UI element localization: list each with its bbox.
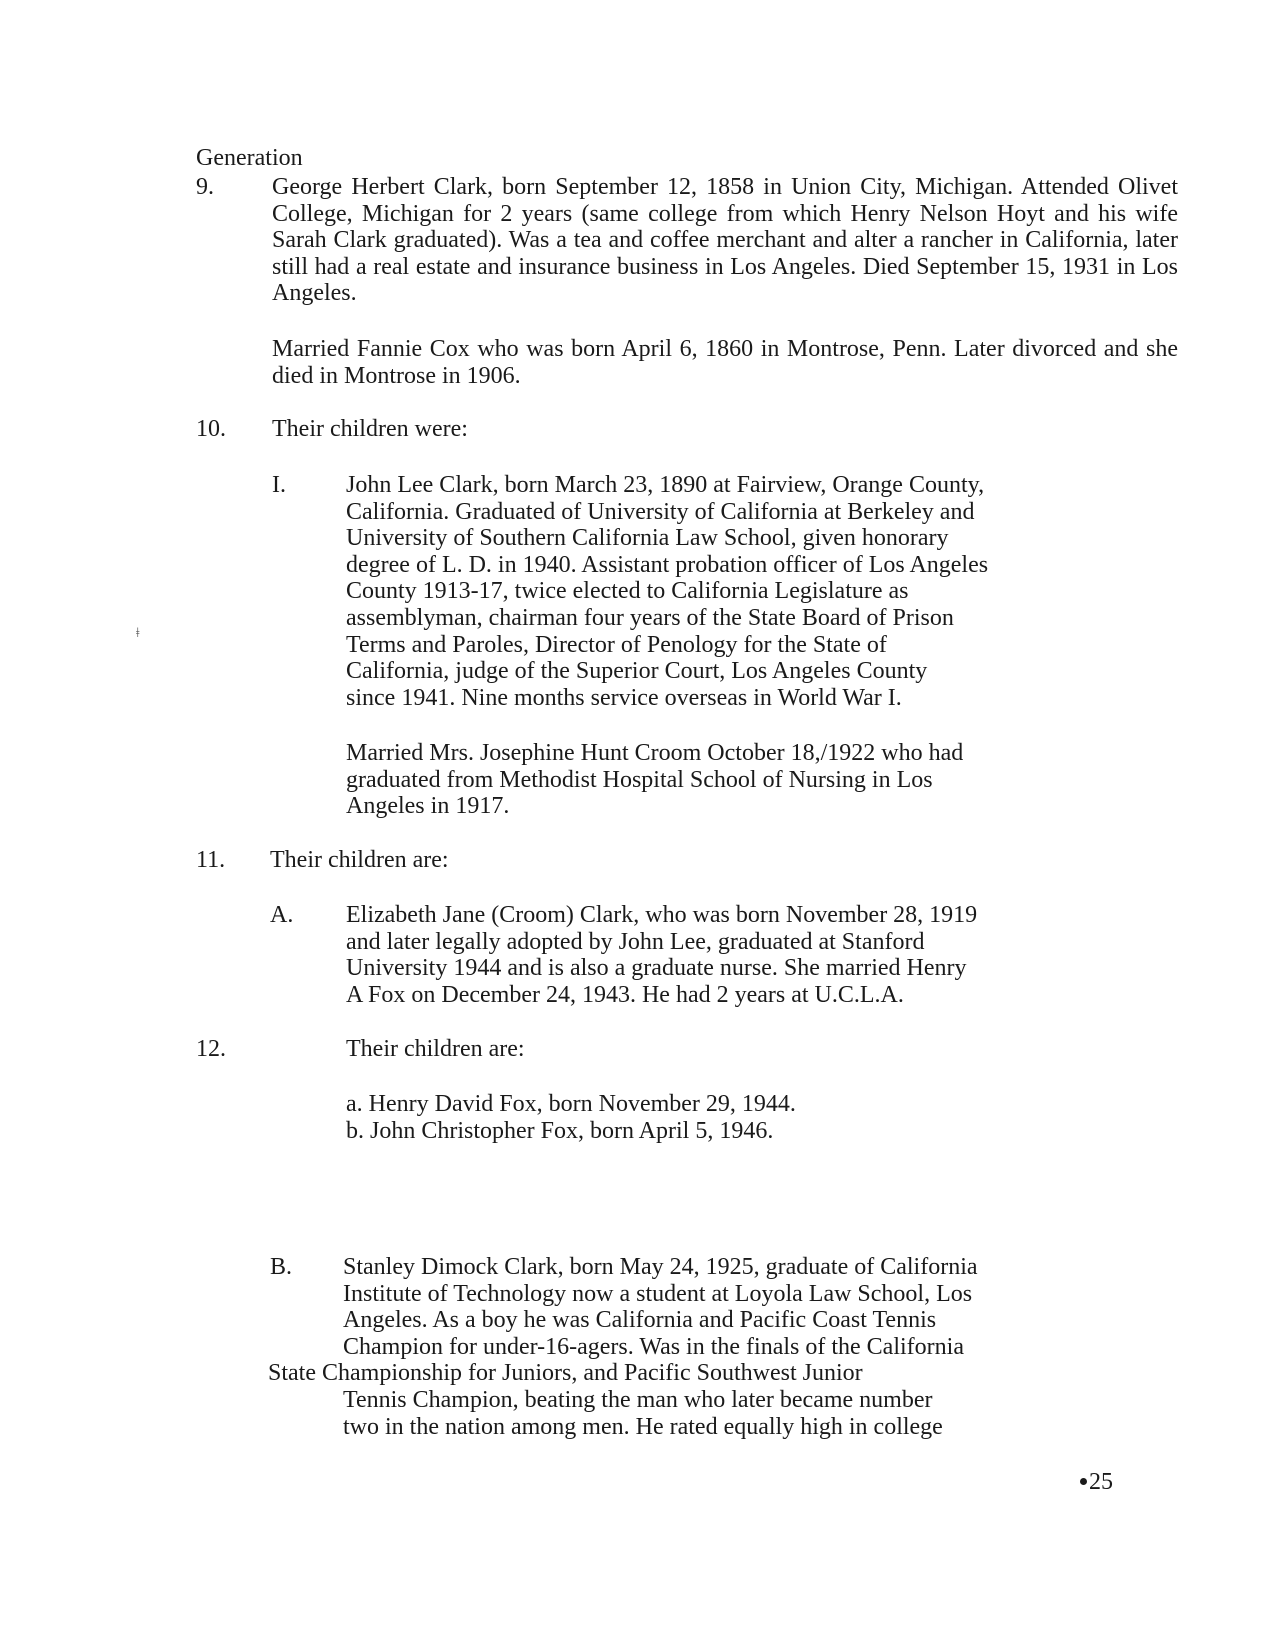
child-I-marriage-line: Married Mrs. Josephine Hunt Croom October 18,/1922 who had xyxy=(346,740,964,766)
page-number-value: 25 xyxy=(1089,1469,1113,1495)
child-B-line: Stanley Dimock Clark, born May 24, 1925, graduate of California xyxy=(343,1254,978,1280)
child-I-marriage-line: graduated from Methodist Hospital School of Nursing in Los xyxy=(346,766,933,793)
generation-12-text: Their children are: xyxy=(346,1036,525,1062)
child-A-paragraph xyxy=(346,902,1186,1008)
generation-number-10: 10. xyxy=(196,416,226,442)
child-I-line: University of Southern California Law School, given honorary xyxy=(346,525,949,552)
generation-number-9: 9. xyxy=(196,174,214,200)
child-I-line: California. Graduated of University of California at Berkeley and xyxy=(346,498,975,525)
grandchild-item: a. Henry David Fox, born November 29, 1944. xyxy=(346,1091,796,1117)
child-marker-I: I. xyxy=(272,472,286,498)
child-B-continued xyxy=(343,1387,1203,1440)
generation-12-children xyxy=(346,1091,1186,1144)
child-B-outdented-line xyxy=(268,1360,1168,1387)
generation-10-text: Their children were: xyxy=(272,416,468,442)
generation-heading: Generation xyxy=(196,145,303,171)
generation-9-text: George Herbert Clark, born September 12, 1858 in Union City, Michigan. Attended Olivet College, Michigan for 2 years (same college from which Henry Nelson Hoyt and his wife Sarah Clark graduated). Was a tea and coffee merchant and alter a rancher in California, later still had a real estate and insurance business in Los Angeles. Died September 15, 1931 in Los Angeles. xyxy=(272,174,1178,307)
child-I-line: John Lee Clark, born March 23, 1890 at Fairview, Orange County, xyxy=(346,472,985,498)
child-I-line: degree of L. D. in 1940. Assistant probation officer of Los Angeles xyxy=(346,551,989,578)
child-B-line: Angeles. As a boy he was California and Pacific Coast Tennis xyxy=(343,1307,937,1334)
child-marker-B: B. xyxy=(270,1254,293,1280)
generation-number-11: 11. xyxy=(196,847,226,873)
child-I-marriage-line: Angeles in 1917. xyxy=(346,793,510,820)
child-I-line: County 1913-17, twice elected to California Legislature as xyxy=(346,578,909,605)
child-I-line: Terms and Paroles, Director of Penology for the State of xyxy=(346,631,887,658)
generation-number-12: 12. xyxy=(196,1036,226,1062)
generation-11-text: Their children are: xyxy=(270,847,449,873)
child-B-paragraph xyxy=(343,1254,1203,1360)
child-I-line: California, judge of the Superior Court, Los Angeles County xyxy=(346,658,928,685)
child-A-line: Elizabeth Jane (Croom) Clark, who was born November 28, 1919 xyxy=(346,902,978,928)
margin-mark: ǂ xyxy=(136,626,140,641)
child-B-line: two in the nation among men. He rated equally high in college xyxy=(343,1413,943,1440)
child-I-line: assemblyman, chairman four years of the State Board of Prison xyxy=(346,604,954,631)
grandchild-item: b. John Christopher Fox, born April 5, 1946. xyxy=(346,1117,774,1144)
child-marker-A: A. xyxy=(270,902,294,928)
generation-9-marriage: Married Fannie Cox who was born April 6, 1860 in Montrose, Penn. Later divorced and she died in Montrose in 1906. xyxy=(272,336,1178,389)
child-A-line: A Fox on December 24, 1943. He had 2 years at U.C.L.A. xyxy=(346,981,904,1008)
child-I-line: since 1941. Nine months service overseas in World War I. xyxy=(346,684,902,711)
bullet-icon xyxy=(1080,1478,1087,1485)
child-A-line: and later legally adopted by John Lee, graduated at Stanford xyxy=(346,928,925,955)
child-B-line: Champion for under-16-agers. Was in the finals of the California xyxy=(343,1333,964,1360)
child-I-marriage xyxy=(346,740,1186,820)
child-A-line: University 1944 and is also a graduate nurse. She married Henry xyxy=(346,955,967,982)
child-B-line: Tennis Champion, beating the man who later became number xyxy=(343,1387,933,1413)
child-B-line: Institute of Technology now a student at Loyola Law School, Los xyxy=(343,1280,973,1307)
child-I-paragraph xyxy=(346,472,1186,711)
page-number xyxy=(1080,1468,1113,1496)
child-B-line: State Championship for Juniors, and Pacific Southwest Junior xyxy=(268,1360,863,1386)
